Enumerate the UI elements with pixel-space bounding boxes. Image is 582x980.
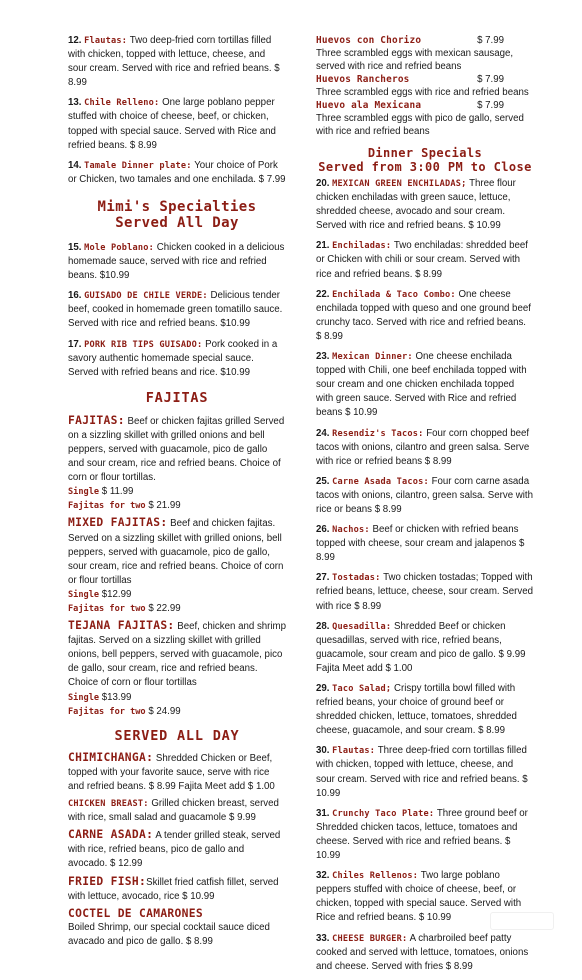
menu-item-15: 15. Mole Poblano: Chicken cooked in a delicious homemade sauce, served with rice and refried beans. $10.99	[68, 241, 285, 282]
menu-item-30: 30. Flautas: Three deep-fried corn tortillas filled with chicken, topped with lettuce, cheese, and sour cream. Served with rice and refried beans. $ 10.99	[316, 745, 528, 799]
dinner-specials-subtitle: Served from 3:00 PM to Close	[318, 160, 532, 174]
menu-item-22: 22. Enchilada & Taco Combo: One cheese enchilada topped with queso and one ground beef crunchy taco. Served with rice and refried beans. $ 8.99	[316, 288, 531, 342]
menu-item-17: 17. PORK RIB TIPS GUISADO: Pork cooked in a savory authentic homemade special sauce. Served with refried beans and rice. $10.99	[68, 338, 278, 378]
menu-item-29: 29. Taco Salad; Crispy tortilla bowl filled with refried beans, your choice of ground beef or shredded chicken, lettuce, tomatoes, shredded cheese, guacamole, and sour cream. $ 8.99	[316, 683, 517, 737]
menu-item-13: 13. Chile Relleno: One large poblano pepper stuffed with choice of cheese, beef, or chicken, topped with special sauce. Served with Rice and refried beans. $ 8.99	[68, 97, 276, 151]
carne-asada-item: CARNE ASADA: A tender grilled steak, served with rice, refried beans, pico de gallo and avocado. $ 12.99	[68, 828, 281, 870]
fajitas-title: FAJITAS	[145, 389, 209, 406]
menu-item-16: 16. GUISADO DE CHILE VERDE: Delicious tender beef, cooked in homemade green tomatillo sauce. Served with rice and refried beans. $10.99	[68, 290, 283, 330]
specialties-title: Mimi's Specialties	[97, 198, 257, 215]
fajitas-item: FAJITAS: Beef or chicken fajitas grilled Served on a sizzling skillet with grilled onions and bell peppers, served with guacamole, pico de gallo and sour cream, rice and refried beans. Choice of corn or flour tortillas. Single $ 11.99 Fajitas for two $ 21.99	[68, 413, 285, 512]
menu-item-14: 14. Tamale Dinner plate: Your choice of Pork or Chicken, two tamales and one enchilada. $ 7.99	[68, 159, 286, 185]
dinner-specials-title: Dinner Specials	[367, 146, 483, 160]
huevo-mexicana-item: Huevo ala Mexicana $ 7.99 Three scrambled eggs with pico de gallo, served with rice and refried beans	[316, 100, 524, 137]
huevos-chorizo-item: Huevos con Chorizo $ 7.99 Three scrambled eggs with mexican sausage, served with rice and refried beans	[316, 35, 514, 72]
menu-item-33: 33. CHEESE BURGER: A charbroiled beef patty cooked and served with lettuce, tomatoes, onions and cheese. Served with fries $ 8.99	[316, 932, 529, 972]
menu-item-25: 25. Carne Asada Tacos: Four corn carne asada tacos with onions, cilantro, green salsa. Serve with rice or beans $ 8.99	[316, 475, 533, 515]
specialties-subtitle: Served All Day	[115, 214, 239, 231]
menu-item-31: 31. Crunchy Taco Plate: Three ground beef or Shredded chicken tacos, lettuce, tomatoes and cheese. Served with rice and refried beans. $ 10.99	[316, 807, 528, 862]
menu-item-20: 20. MEXICAN GREEN ENCHILADAS; Three flour chicken enchiladas with green sauce, lettuce, shredded cheese, avocado and sour cream. Served with rice and refried beans. $ 10.99	[316, 178, 516, 232]
left-column	[68, 34, 286, 952]
menu-item-24: 24. Resendiz's Tacos: Four corn chopped beef tacos with onions, cilantro and green salsa. Serve with rice or refried beans $ 8.99	[316, 427, 530, 467]
chicken-breast-item: CHICKEN BREAST: Grilled chicken breast, served with rice, small salad and guacamole $ 9.99	[68, 798, 279, 824]
menu-item-26: 26. Nachos: Beef or chicken with refried beans topped with cheese, sour cream and jalapenos $ 8.99	[316, 524, 525, 564]
served-all-day-title: SERVED ALL DAY	[114, 727, 240, 744]
menu-item-27: 27. Tostadas: Two chicken tostadas; Topped with refried beans, lettuce, cheese, sour cream. Served with rice $ 8.99	[316, 572, 534, 612]
coctel-camarones-item: COCTEL DE CAMARONES Boiled Shrimp, our special cocktail sauce diced avacado and pico de gallo. $ 8.99	[68, 906, 270, 947]
menu-item-32: 32. Chiles Rellenos: Two large poblano peppers stuffed with choice of cheese, beef, or chicken, topped with special sauce. Served with Rice and refried beans. $ 10.99	[316, 870, 522, 924]
menu-item-23: 23. Mexican Dinner: One cheese enchilada topped with Chili, one beef enchilada topped with sour cream and one chicken enchilada topped with green sauce. Served with Rice and refried beans $ 10.99	[316, 351, 527, 419]
right-column	[316, 34, 534, 980]
menu-item-21: 21. Enchiladas: Two enchiladas: shredded beef or Chicken with chili or sour cream. Served with rice and refried beans. $ 8.99	[316, 240, 528, 280]
mixed-fajitas-item: MIXED FAJITAS: Beef and chicken fajitas. Served on a sizzling skillet with grilled onions, bell peppers, served with guacamole, pico de gallo, sour cream, rice and refried beans. Choice of corn or flour tortillas Single $12.99 Fajitas for two $ 22.99	[68, 516, 284, 614]
tejana-fajitas-item: TEJANA FAJITAS: Beef, chicken and shrimp fajitas. Served on a sizzling skillet with grilled onions, bell peppers, served with guacamole, pico de gallo, sour cream, rice and refried beans. Choice of corn or flour tortillas Single $13.99 Fajitas for two $ 24.99	[68, 619, 287, 717]
huevos-rancheros-item: Huevos Rancheros $ 7.99 Three scrambled eggs with rice and refried beans	[316, 74, 529, 98]
chimichanga-item: CHIMICHANGA: Shredded Chicken or Beef, topped with your favorite sauce, serve with rice and refried beans. $ 8.99 Fajita Meet add $ 1.00	[68, 750, 275, 792]
watermark-logo	[490, 912, 554, 930]
menu-item-12: 12. Flautas: Two deep-fried corn tortillas filled with chicken, topped with lettuce, cheese, and sour cream. Served with rice and refried beans. $ 8.99	[68, 35, 280, 89]
fried-fish-item: FRIED FISH:Skillet fried catfish fillet, served with lettuce, avocado, rice $ 10.99	[68, 874, 279, 902]
menu-item-28: 28. Quesadilla: Shredded Beef or chicken quesadillas, served with rice, refried beans, guacamole, sour cream and pico de gallo. $ 9.99 Fajita Meet add $ 1.00	[316, 620, 526, 674]
